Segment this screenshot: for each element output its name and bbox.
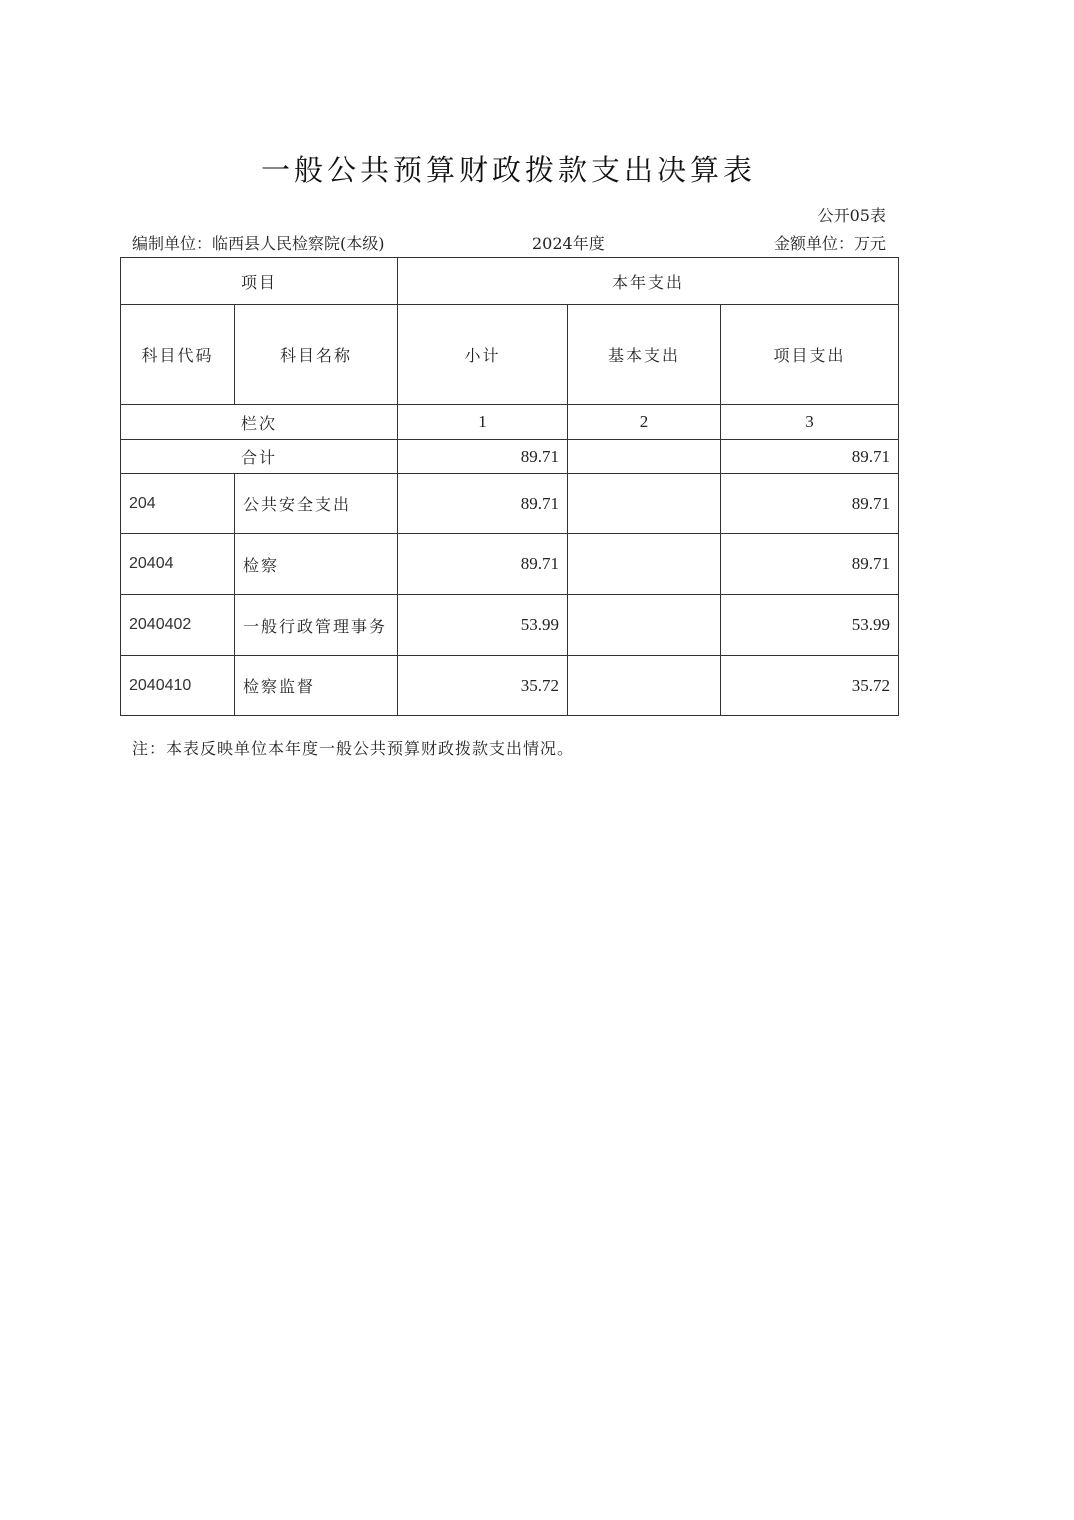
row-name: 检察监督 (235, 656, 398, 716)
table-row (121, 474, 899, 534)
row-project: 89.71 (721, 474, 899, 534)
row-project: 35.72 (721, 656, 899, 716)
row-name: 一般行政管理事务 (235, 595, 398, 656)
reporting-unit: 编制单位：临西县人民检察院(本级) (132, 234, 385, 253)
row-subtotal: 35.72 (398, 656, 568, 716)
total-subtotal: 89.71 (398, 440, 568, 474)
header-current-year: 本年支出 (398, 258, 899, 305)
col-header-name: 科目名称 (235, 305, 398, 405)
row-code: 204 (121, 474, 235, 534)
row-code: 20404 (121, 534, 235, 595)
expenditure-table (120, 257, 899, 716)
row-basic (568, 474, 721, 534)
column-index-row (121, 405, 899, 440)
row-name: 公共安全支出 (235, 474, 398, 534)
header-item: 项目 (121, 258, 398, 305)
form-number: 公开05表 (817, 206, 886, 225)
row-basic (568, 595, 721, 656)
total-label: 合计 (121, 440, 398, 474)
column-index-1: 1 (398, 405, 568, 440)
row-code: 2040402 (121, 595, 235, 656)
page-title: 一般公共预算财政拨款支出决算表 (260, 153, 756, 187)
table-row (121, 595, 899, 656)
table-row (121, 656, 899, 716)
total-project: 89.71 (721, 440, 899, 474)
total-row (121, 440, 899, 474)
col-header-subtotal: 小计 (398, 305, 568, 405)
column-index-3: 3 (721, 405, 899, 440)
column-index-label: 栏次 (121, 405, 398, 440)
row-subtotal: 89.71 (398, 534, 568, 595)
currency-unit: 金额单位：万元 (773, 234, 886, 253)
header-row-top (121, 258, 899, 305)
row-subtotal: 53.99 (398, 595, 568, 656)
row-basic (568, 656, 721, 716)
col-header-code: 科目代码 (121, 305, 235, 405)
row-project: 53.99 (721, 595, 899, 656)
table-row (121, 534, 899, 595)
fiscal-year: 2024年度 (532, 234, 605, 253)
row-code: 2040410 (121, 656, 235, 716)
table-note: 注：本表反映单位本年度一般公共预算财政拨款支出情况。 (132, 739, 575, 758)
column-index-2: 2 (568, 405, 721, 440)
total-basic (568, 440, 721, 474)
row-basic (568, 534, 721, 595)
col-header-project: 项目支出 (721, 305, 899, 405)
header-row-columns (121, 305, 899, 405)
row-name: 检察 (235, 534, 398, 595)
col-header-basic: 基本支出 (568, 305, 721, 405)
row-subtotal: 89.71 (398, 474, 568, 534)
row-project: 89.71 (721, 534, 899, 595)
